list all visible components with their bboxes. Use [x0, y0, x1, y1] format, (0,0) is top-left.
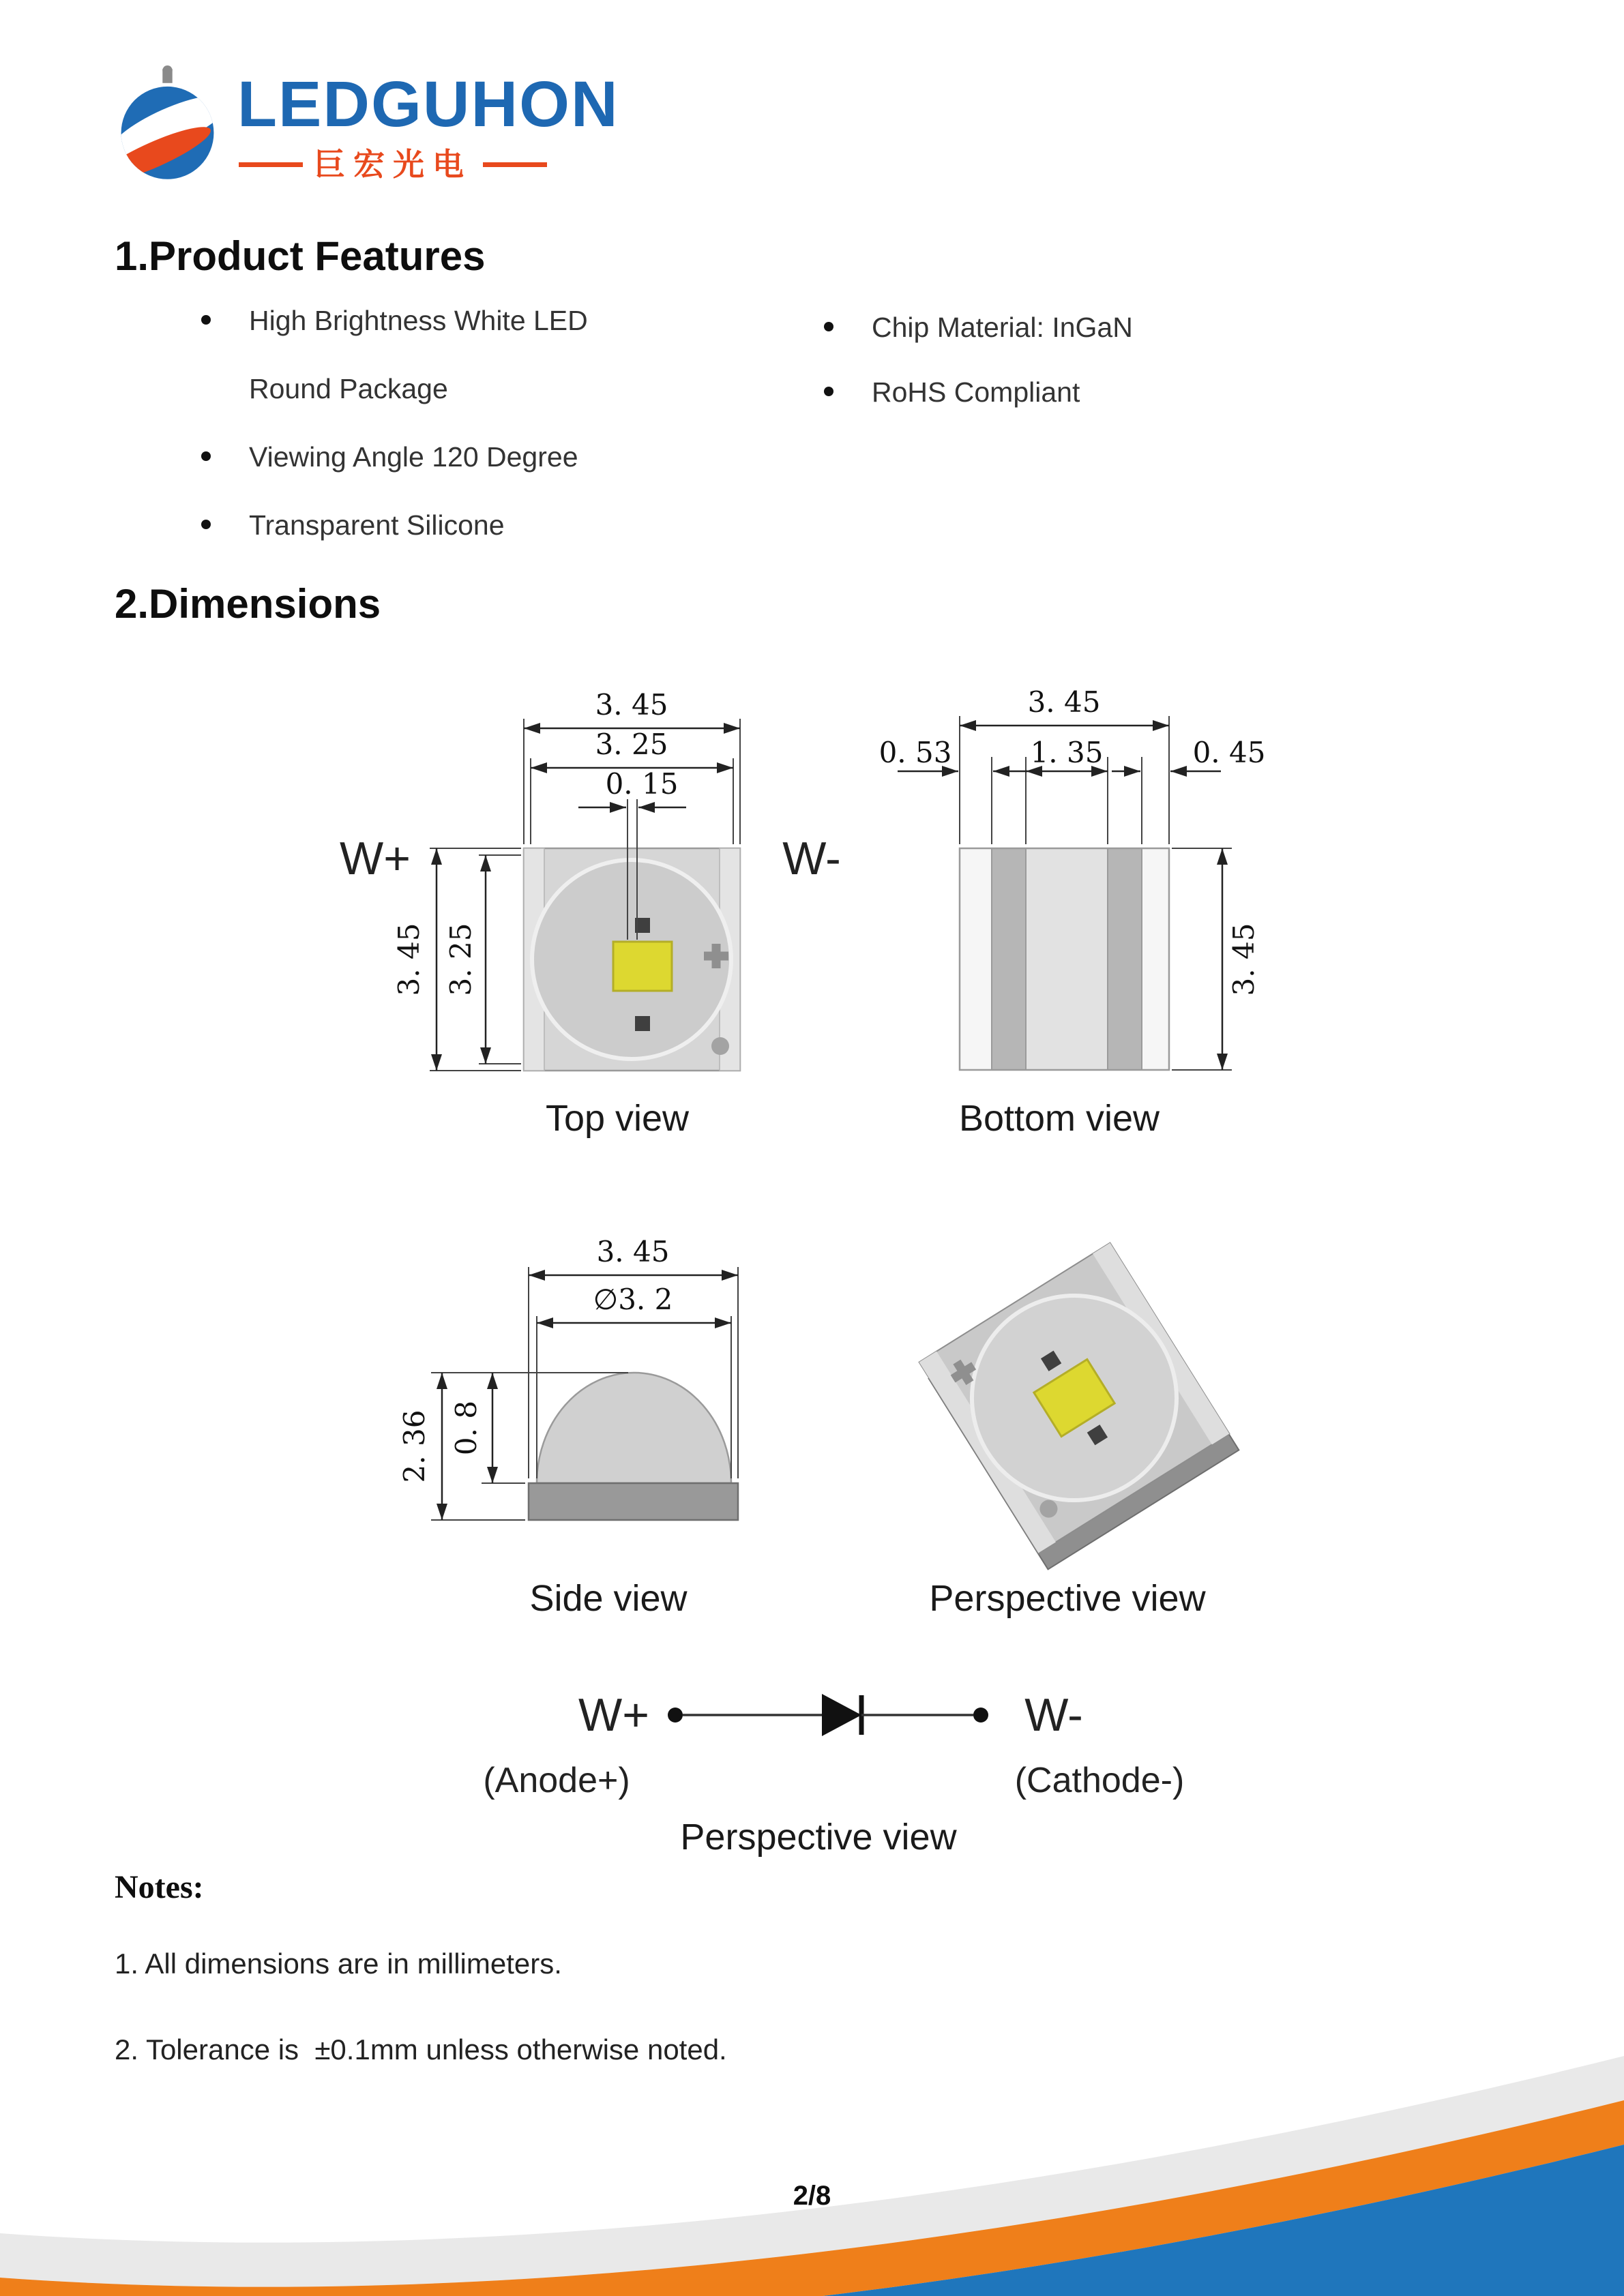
- side-view-dim-lens-height: 0. 8: [449, 1400, 483, 1456]
- bullet-icon: [824, 322, 833, 331]
- list-item: [201, 506, 781, 574]
- list-item: [201, 438, 781, 506]
- notes-title: Notes:: [115, 1869, 204, 1905]
- feature-text: Viewing Angle 120 Degree: [249, 441, 578, 473]
- side-view-drawing: [529, 1373, 738, 1520]
- note-item: 1. All dimensions are in millimeters.: [115, 1948, 562, 1980]
- feature-text: Chip Material: InGaN: [872, 312, 1133, 343]
- bottom-view-dim-pad-right: 0. 45: [1192, 736, 1266, 769]
- logo-icon: [108, 65, 227, 184]
- bottom-view-dim-pad-left: 0. 53: [879, 736, 952, 769]
- feature-text: Round Package: [249, 373, 448, 404]
- polarity-label-anode: W+: [340, 833, 411, 884]
- side-view-substrate: [529, 1483, 738, 1520]
- top-view-dim-width-outer: 3. 45: [595, 688, 668, 721]
- brand-name: LEDGUHON: [237, 68, 619, 140]
- bullet-icon: [824, 387, 833, 396]
- features-title: 1.Product Features: [115, 233, 486, 279]
- list-item: [824, 308, 1370, 373]
- features-list-right: [824, 308, 1370, 438]
- note-item: 2. Tolerance is ±0.1mm unless otherwise noted.: [115, 2033, 727, 2066]
- circuit-anode-label: (Anode+): [483, 1761, 630, 1800]
- list-item: [824, 373, 1370, 438]
- feature-text: RoHS Compliant: [872, 376, 1080, 408]
- diode-icon: [822, 1694, 861, 1736]
- top-view-led-chip: [613, 942, 672, 991]
- bottom-view-strip-left: [960, 848, 992, 1070]
- logo-antenna-tip: [162, 65, 172, 75]
- perspective-view-label: Perspective view: [929, 1578, 1206, 1619]
- side-view-lens-dome: [537, 1373, 731, 1483]
- features-list-left: [201, 301, 781, 574]
- feature-text: Transparent Silicone: [249, 509, 505, 541]
- circuit-cathode-terminal-dot: [973, 1708, 988, 1723]
- circuit-cathode-label: (Cathode-): [1014, 1761, 1185, 1800]
- brand-subtitle-row: [239, 149, 547, 180]
- side-view-dim-width: 3. 45: [596, 1235, 670, 1268]
- top-view-bond-pad-bottom: [635, 1016, 650, 1031]
- brand-rule-right: [483, 162, 547, 167]
- top-view-label: Top view: [545, 1098, 690, 1139]
- bottom-view-pad-right: [1108, 848, 1142, 1070]
- circuit-anode-terminal-dot: [668, 1708, 683, 1723]
- dimensions-title: 2.Dimensions: [115, 581, 381, 627]
- top-view-dim-width-inner: 3. 25: [595, 728, 668, 761]
- top-view-dim-height-outer: 3. 45: [392, 923, 426, 996]
- side-view-dim-lens-diameter: ∅3. 2: [593, 1283, 673, 1316]
- bottom-view-dim-height: 3. 45: [1227, 923, 1260, 996]
- top-view-drawing: [524, 848, 740, 1071]
- bottom-view-dim-width: 3. 45: [1027, 685, 1101, 719]
- top-view-dim-chip-offset: 0. 15: [605, 767, 679, 801]
- brand-subtitle-cn: 巨宏光电: [314, 147, 472, 182]
- bullet-icon: [201, 451, 211, 461]
- side-view-dim-total-height: 2. 36: [398, 1410, 431, 1483]
- footer-wave-graphic: [0, 2053, 1624, 2296]
- bullet-icon: [201, 315, 211, 325]
- feature-text: High Brightness White LED: [249, 305, 588, 336]
- circuit-diagram: [483, 1689, 1184, 1858]
- perspective-view-drawing: [919, 1243, 1230, 1553]
- dimension-drawings: [0, 648, 1624, 1875]
- polarity-label-cathode: W-: [782, 833, 841, 884]
- list-item: [201, 370, 781, 438]
- list-item: [201, 301, 781, 370]
- circuit-cathode-symbol: W-: [1024, 1689, 1083, 1741]
- brand-rule-left: [239, 162, 303, 167]
- bullet-icon: [201, 520, 211, 529]
- top-view-dim-height-inner: 3. 25: [444, 923, 477, 996]
- top-view-cathode-dot: [711, 1037, 729, 1055]
- page-number: 2/8: [793, 2181, 831, 2211]
- bottom-view-label: Bottom view: [958, 1098, 1160, 1139]
- bottom-view-strip-right: [1142, 848, 1169, 1070]
- circuit-caption: Perspective view: [680, 1817, 957, 1858]
- bottom-view-drawing: [960, 848, 1169, 1070]
- circuit-anode-symbol: W+: [578, 1689, 649, 1741]
- bottom-view-pad-left: [992, 848, 1026, 1070]
- bottom-view-dim-pad-center: 1. 35: [1030, 736, 1104, 769]
- side-view-label: Side view: [529, 1578, 688, 1619]
